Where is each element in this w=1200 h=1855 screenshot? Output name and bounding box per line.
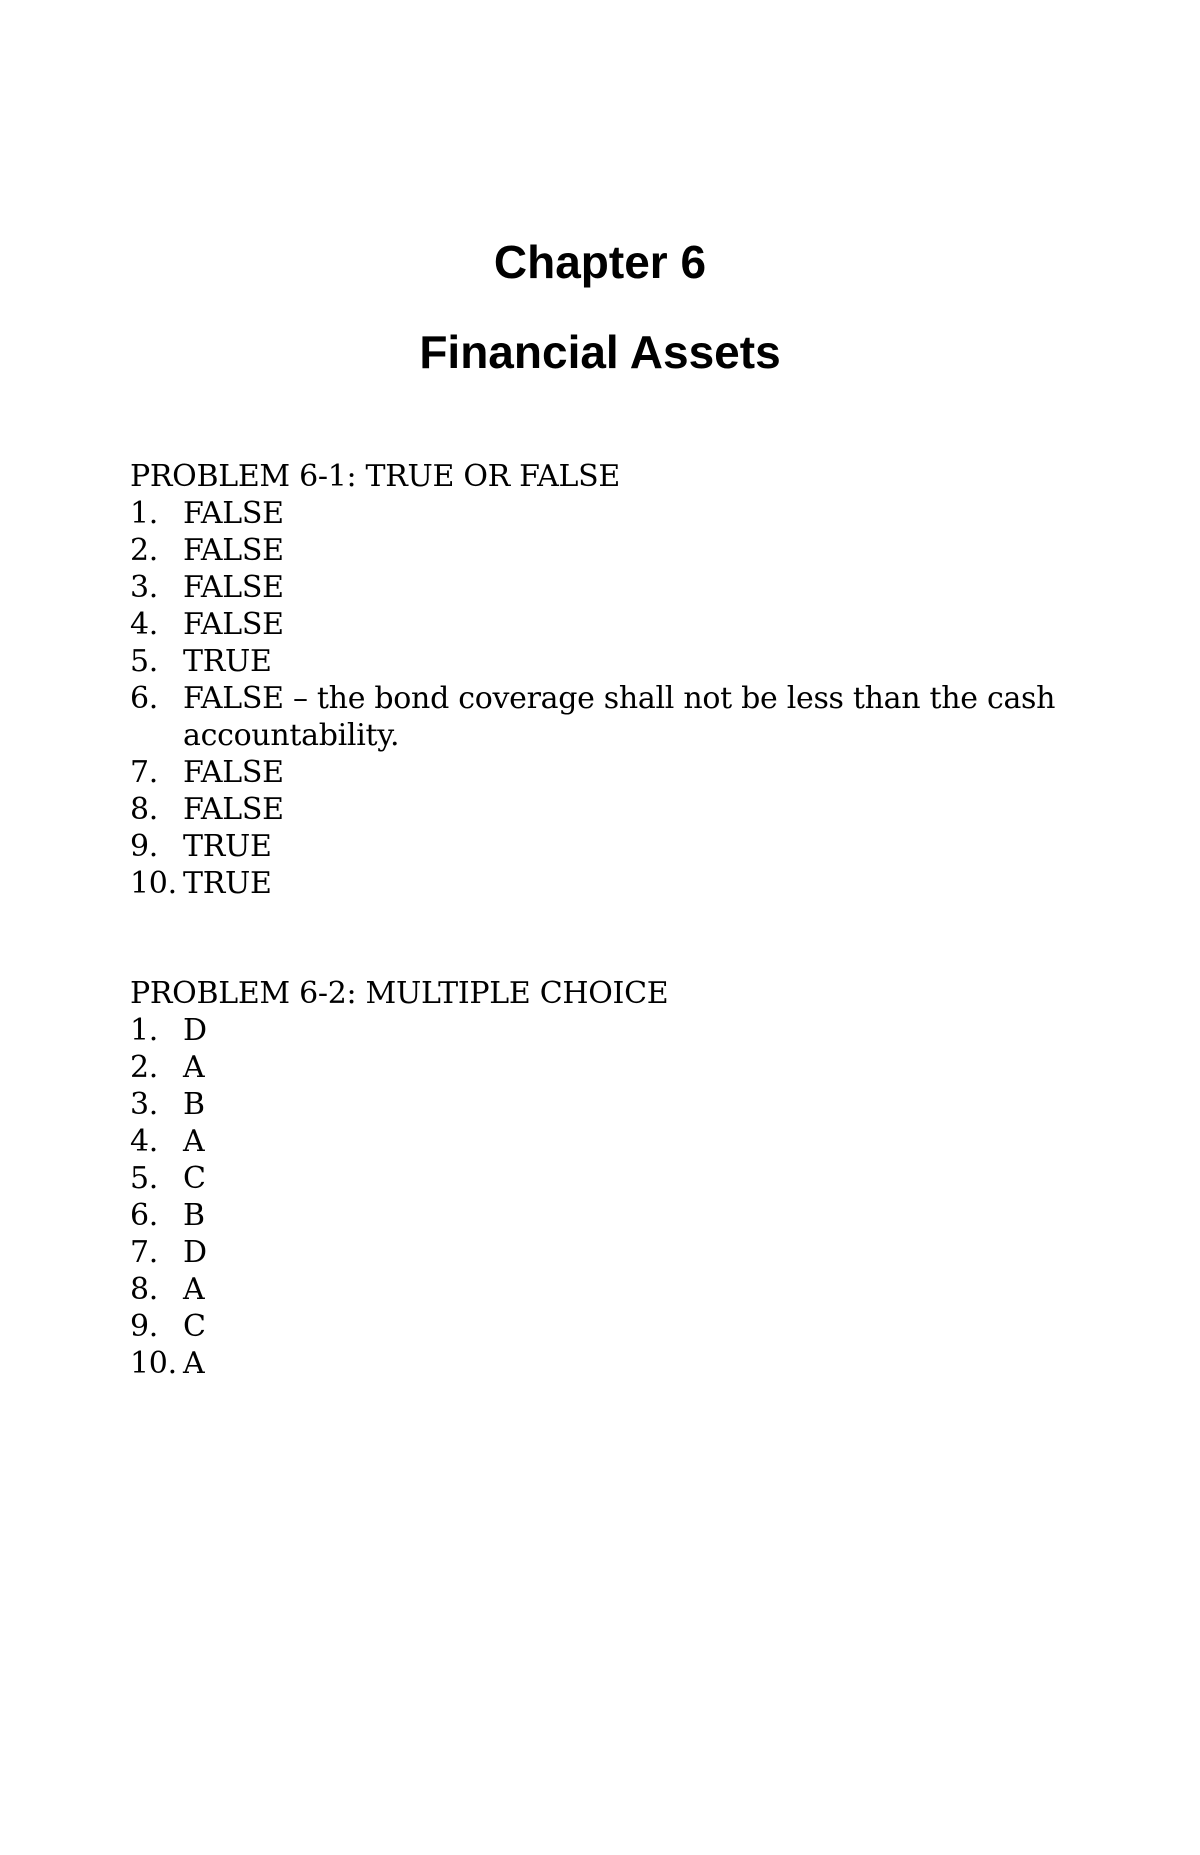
list-item (130, 1308, 1090, 1345)
item-answer: B (183, 1087, 205, 1122)
item-answer: A (183, 1124, 205, 1159)
item-number: 1. (130, 1013, 159, 1048)
list-item (130, 754, 1090, 791)
list-item (130, 495, 1090, 532)
page-title: Financial Assets (419, 326, 781, 378)
list-item (130, 1197, 1090, 1234)
item-number: 9. (130, 1309, 159, 1344)
item-number: 3. (130, 1087, 159, 1122)
item-answer: A (183, 1272, 205, 1307)
item-answer: C (183, 1309, 206, 1344)
item-number: 8. (130, 792, 159, 827)
item-number: 2. (130, 533, 159, 568)
item-answer: FALSE (183, 496, 284, 531)
item-number: 7. (130, 1235, 159, 1270)
item-answer: TRUE (183, 829, 272, 864)
chapter-heading: Chapter 6 (493, 236, 707, 288)
answer-list (130, 495, 1090, 902)
item-number: 2. (130, 1050, 159, 1085)
item-number: 10. (130, 866, 177, 901)
list-item (130, 1049, 1090, 1086)
item-answer: B (183, 1198, 205, 1233)
item-answer: D (183, 1235, 207, 1270)
list-item (130, 606, 1090, 643)
item-number: 6. (130, 681, 159, 716)
item-number: 3. (130, 570, 159, 605)
list-item (130, 1086, 1090, 1123)
answer-list (130, 1012, 1090, 1382)
item-answer: A (183, 1050, 205, 1085)
list-item (130, 1234, 1090, 1271)
section-multiple-choice (130, 975, 1090, 1382)
list-item (130, 1345, 1090, 1382)
list-item (130, 1160, 1090, 1197)
item-answer: A (183, 1346, 205, 1381)
list-item (130, 1271, 1090, 1308)
item-answer: FALSE (183, 755, 284, 790)
item-number: 10. (130, 1346, 177, 1381)
list-item (130, 680, 1090, 754)
item-answer: FALSE (183, 792, 284, 827)
list-item (130, 569, 1090, 606)
item-answer: FALSE (183, 607, 284, 642)
item-answer: FALSE (183, 570, 284, 605)
list-item (130, 828, 1090, 865)
item-number: 8. (130, 1272, 159, 1307)
item-number: 5. (130, 644, 159, 679)
section-heading: PROBLEM 6-1: TRUE OR FALSE (130, 459, 620, 494)
item-answer: FALSE (183, 533, 284, 568)
item-number: 4. (130, 1124, 159, 1159)
list-item (130, 643, 1090, 680)
item-number: 4. (130, 607, 159, 642)
item-answer: D (183, 1013, 207, 1048)
list-item (130, 532, 1090, 569)
list-item (130, 1012, 1090, 1049)
item-answer: TRUE (183, 866, 272, 901)
item-number: 7. (130, 755, 159, 790)
item-answer: C (183, 1161, 206, 1196)
item-number: 1. (130, 496, 159, 531)
section-true-or-false (130, 458, 1090, 902)
item-answer: FALSE – the bond coverage shall not be less than the cash accountability. (183, 681, 1056, 753)
section-heading: PROBLEM 6-2: MULTIPLE CHOICE (130, 976, 669, 1011)
item-answer: TRUE (183, 644, 272, 679)
list-item (130, 865, 1090, 902)
item-number: 9. (130, 829, 159, 864)
list-item (130, 1123, 1090, 1160)
list-item (130, 791, 1090, 828)
item-number: 5. (130, 1161, 159, 1196)
item-number: 6. (130, 1198, 159, 1233)
